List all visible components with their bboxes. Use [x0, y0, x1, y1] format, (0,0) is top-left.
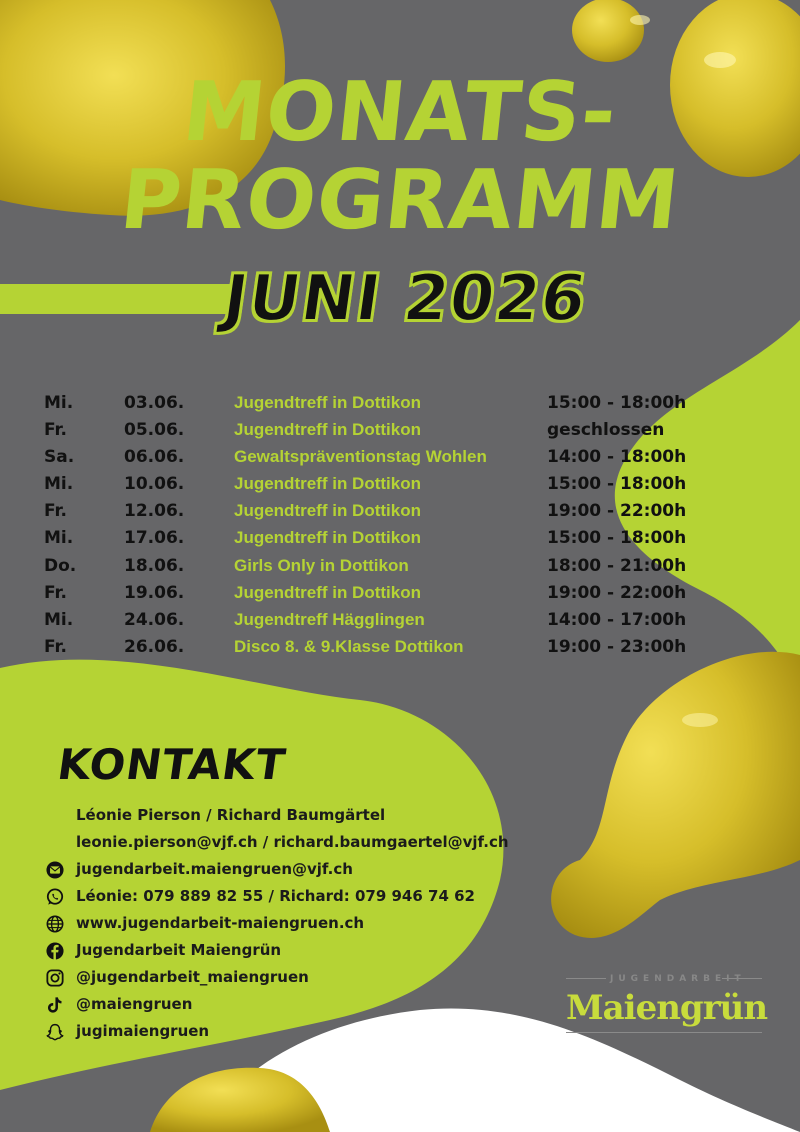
schedule-day: Fr.	[44, 582, 67, 603]
schedule-day: Sa.	[44, 447, 75, 468]
contact-email[interactable]: jugendarbeit.maiengruen@vjf.ch	[76, 860, 353, 878]
schedule-event: Jugendtreff Hägglingen	[234, 609, 425, 629]
schedule-row	[44, 583, 744, 610]
schedule-row	[44, 637, 744, 664]
contact-instagram[interactable]: @jugendarbeit_maiengruen	[76, 968, 309, 986]
contact-snapchat[interactable]: jugimaiengruen	[76, 1022, 210, 1040]
contact-item	[44, 1020, 504, 1047]
yellow-blob-right	[551, 652, 800, 938]
schedule-list	[44, 393, 744, 664]
schedule-row	[44, 501, 744, 528]
logo-divider	[566, 1032, 762, 1033]
contact-emails-row	[44, 831, 509, 858]
snapchat-icon	[46, 1023, 64, 1041]
schedule-time: 18:00 - 21:00h	[547, 555, 687, 576]
schedule-event: Disco 8. & 9.Klasse Dottikon	[234, 636, 464, 656]
instagram-icon	[46, 969, 64, 987]
schedule-date: 06.06.	[124, 447, 185, 468]
contact-phone[interactable]: Léonie: 079 889 82 55 / Richard: 079 946 74 62	[76, 887, 475, 905]
schedule-day: Mi.	[44, 474, 74, 495]
schedule-time: 14:00 - 18:00h	[547, 447, 687, 468]
facebook-icon	[46, 942, 64, 960]
schedule-day: Mi.	[44, 609, 74, 630]
yellow-drop-small	[572, 0, 644, 62]
schedule-date: 24.06.	[124, 609, 185, 630]
schedule-time: 15:00 - 18:00h	[547, 474, 687, 495]
schedule-row	[44, 474, 744, 501]
schedule-time: 19:00 - 22:00h	[547, 582, 687, 603]
schedule-row	[44, 447, 744, 474]
schedule-date: 12.06.	[124, 501, 185, 522]
tiktok-icon	[46, 996, 64, 1014]
schedule-event: Girls Only in Dottikon	[234, 555, 409, 575]
logo-subtitle: JUGENDARBEIT	[606, 974, 722, 984]
contact-item	[44, 858, 504, 885]
contact-tiktok[interactable]: @maiengruen	[76, 995, 193, 1013]
schedule-event: Gewaltspräventionstag Wohlen	[234, 447, 487, 467]
schedule-row	[44, 610, 744, 637]
schedule-date: 05.06.	[124, 420, 185, 441]
schedule-event: Jugendtreff in Dottikon	[234, 582, 421, 602]
schedule-row	[44, 556, 744, 583]
contact-item	[44, 993, 504, 1020]
schedule-day: Mi.	[44, 393, 74, 413]
contact-item	[44, 885, 504, 912]
schedule-row	[44, 420, 744, 447]
contact-facebook[interactable]: Jugendarbeit Maiengrün	[76, 941, 282, 959]
globe-icon	[46, 915, 64, 933]
contact-emails[interactable]: leonie.pierson@vjf.ch / richard.baumgaertel@vjf.ch	[76, 833, 509, 851]
schedule-day: Fr.	[44, 420, 67, 441]
schedule-date: 03.06.	[124, 393, 185, 413]
contact-item	[44, 966, 504, 993]
schedule-event: Jugendtreff in Dottikon	[234, 393, 421, 412]
schedule-date: 10.06.	[124, 474, 185, 495]
schedule-day: Fr.	[44, 501, 67, 522]
contact-names: Léonie Pierson / Richard Baumgärtel	[76, 806, 386, 824]
schedule-time: geschlossen	[547, 420, 665, 441]
schedule-date: 17.06.	[124, 528, 185, 549]
logo-wordmark: Maiengrün	[566, 988, 768, 1028]
title-line-1: MONATS-	[178, 65, 622, 160]
contact-item	[44, 939, 504, 966]
schedule-day: Do.	[44, 555, 77, 576]
schedule-day: Fr.	[44, 636, 67, 657]
schedule-date: 18.06.	[124, 555, 185, 576]
schedule-event: Jugendtreff in Dottikon	[234, 420, 421, 440]
contact-item	[44, 912, 504, 939]
schedule-time: 14:00 - 17:00h	[547, 609, 687, 630]
schedule-date: 19.06.	[124, 582, 185, 603]
schedule-row	[44, 528, 744, 555]
schedule-time: 15:00 - 18:00h	[547, 393, 687, 413]
contact-names-row	[44, 804, 504, 831]
schedule-row	[44, 393, 744, 420]
schedule-time: 19:00 - 22:00h	[547, 501, 687, 522]
schedule-event: Jugendtreff in Dottikon	[234, 528, 421, 548]
title-line-2: PROGRAMM	[116, 153, 685, 248]
maiengruen-logo	[566, 974, 768, 1034]
contact-list	[44, 804, 509, 1047]
schedule-time: 19:00 - 23:00h	[547, 636, 687, 657]
schedule-day: Mi.	[44, 528, 74, 549]
schedule-date: 26.06.	[124, 636, 185, 657]
month-label: JUNI 2026	[218, 262, 592, 336]
contact-website[interactable]: www.jugendarbeit-maiengruen.ch	[76, 914, 365, 932]
contact-title: KONTAKT	[54, 740, 290, 789]
schedule-event: Jugendtreff in Dottikon	[234, 474, 421, 494]
mail-icon	[46, 861, 64, 879]
whatsapp-icon	[46, 888, 64, 906]
schedule-time: 15:00 - 18:00h	[547, 528, 687, 549]
schedule-event: Jugendtreff in Dottikon	[234, 501, 421, 521]
